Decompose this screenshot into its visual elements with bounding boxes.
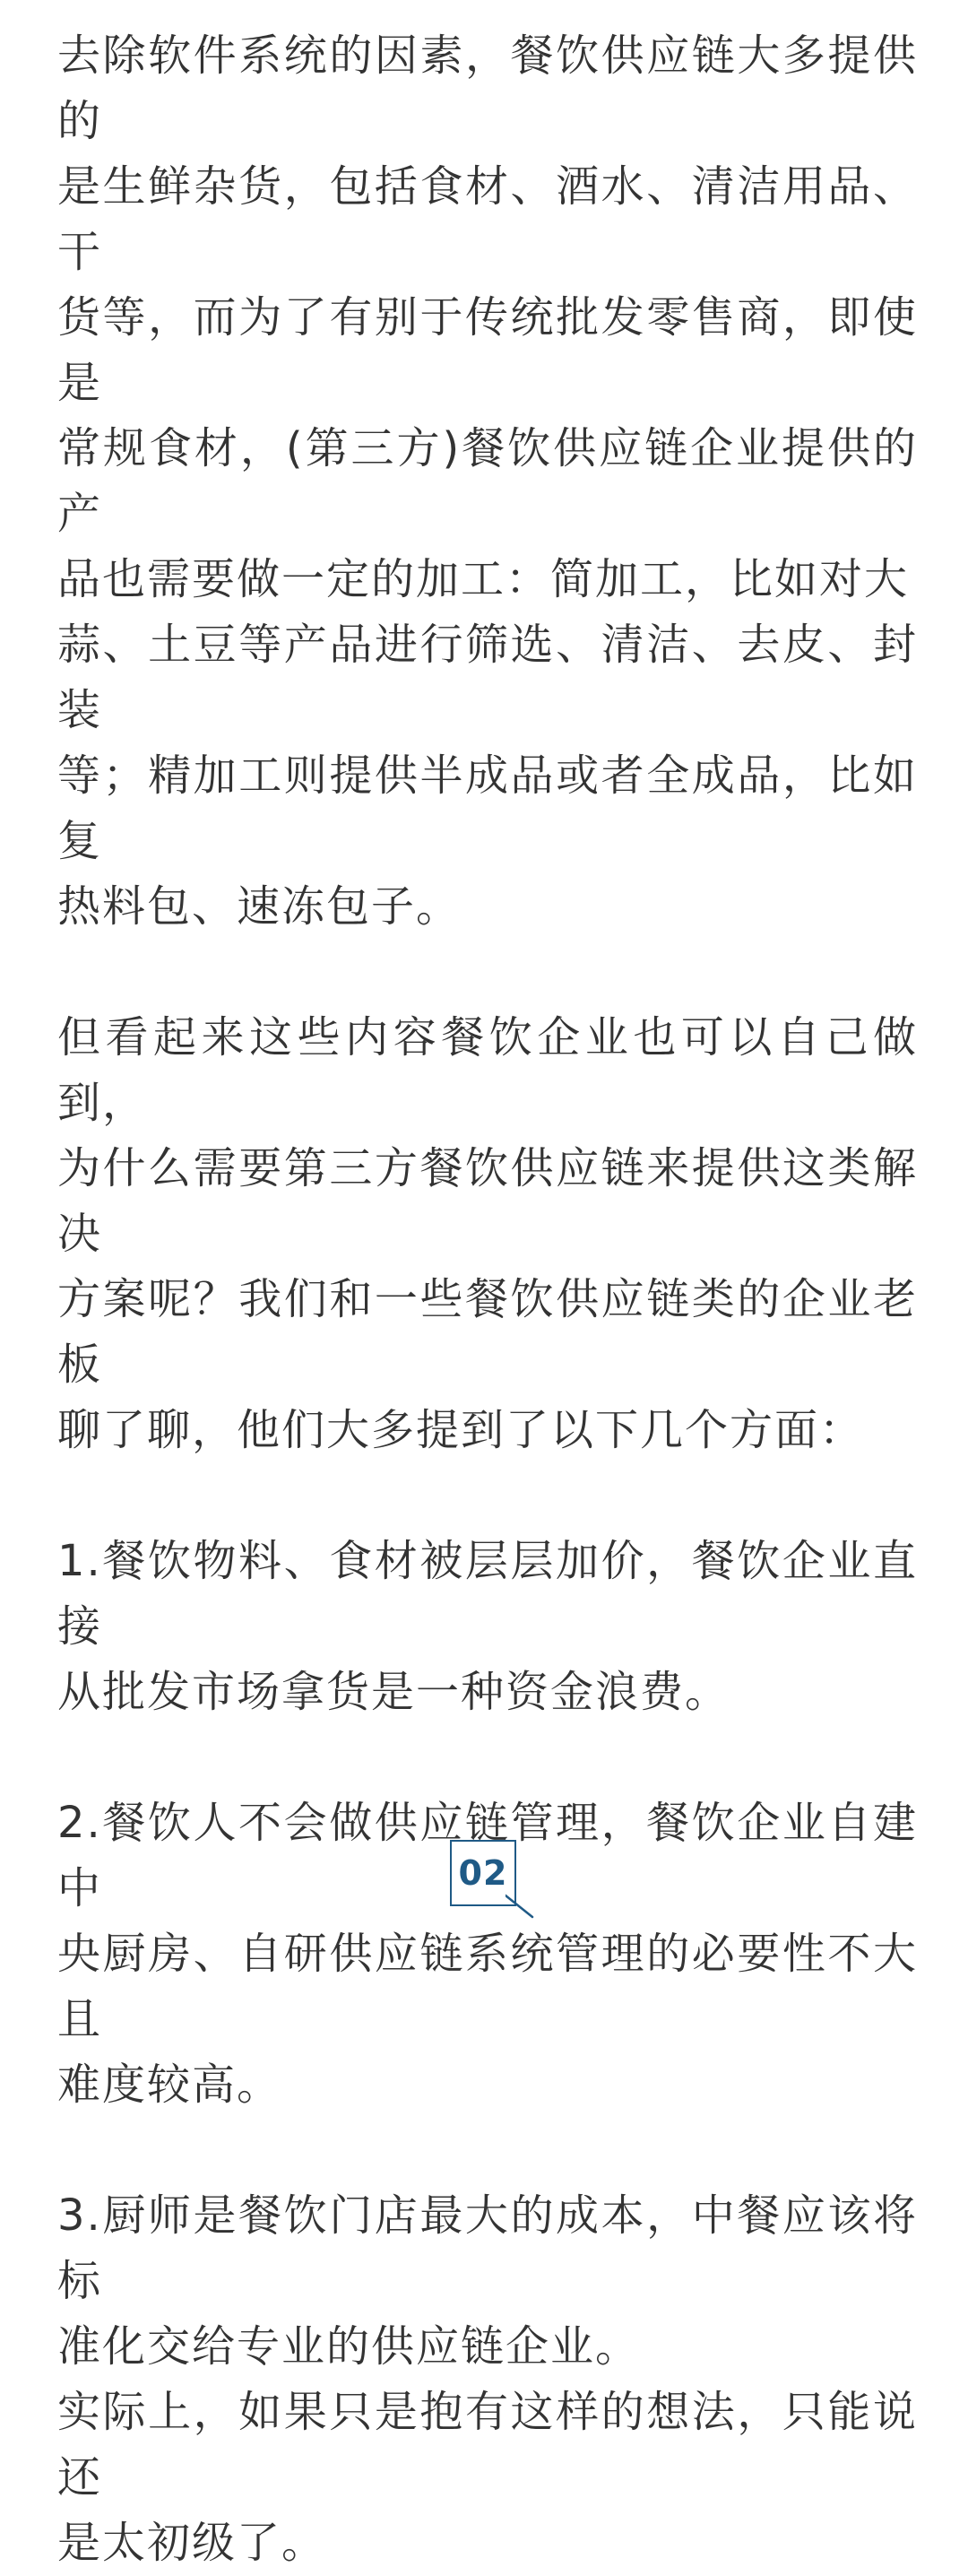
paragraph-point-2: 2.餐饮人不会做供应链管理，餐饮企业自建中 央厨房、自研供应链系统管理的必要性不大且 难度较高。: [57, 1798, 918, 2110]
section-number-badge: [450, 1840, 516, 1906]
paragraph-gap: [57, 1725, 918, 1791]
article-body: [57, 23, 918, 2576]
paragraph-gap: [57, 1463, 918, 1529]
badge-corner-stroke-icon: [506, 1894, 536, 1919]
paragraph-point-1: 1.餐饮物料、食材被层层加价，餐饮企业直接 从批发市场拿货是一种资金浪费。: [57, 1536, 918, 1717]
paragraph-supply-scope: 去除软件系统的因素，餐饮供应链大多提供的 是生鲜杂货，包括食材、酒水、清洁用品、干 货等，而为了有别于传统批发零售商，即使是 常规食材，(第三方)餐饮供应链企业提供的产 品也需要做一定的加工：简加工，比如对大 蒜、土豆等产品进行筛选、清洁、去皮、封装 等；精加工则提供半成品或者全成品，比如复 热料包、速冻包子。: [57, 30, 918, 932]
paragraph-gap: [57, 2118, 918, 2183]
paragraph-gap: [57, 940, 918, 1005]
section-number: 02: [458, 1853, 508, 1893]
paragraph-point-3: 3.厨师是餐饮门店最大的成本，中餐应该将标 准化交给专业的供应链企业。 实际上，如果只是抱有这样的想法，只能说还 是太初级了。: [57, 2190, 918, 2568]
paragraph-question: 但看起来这些内容餐饮企业也可以自己做到， 为什么需要第三方餐饮供应链来提供这类解决 方案呢？我们和一些餐饮供应链类的企业老板 聊了聊，他们大多提到了以下几个方面：: [57, 1012, 918, 1455]
